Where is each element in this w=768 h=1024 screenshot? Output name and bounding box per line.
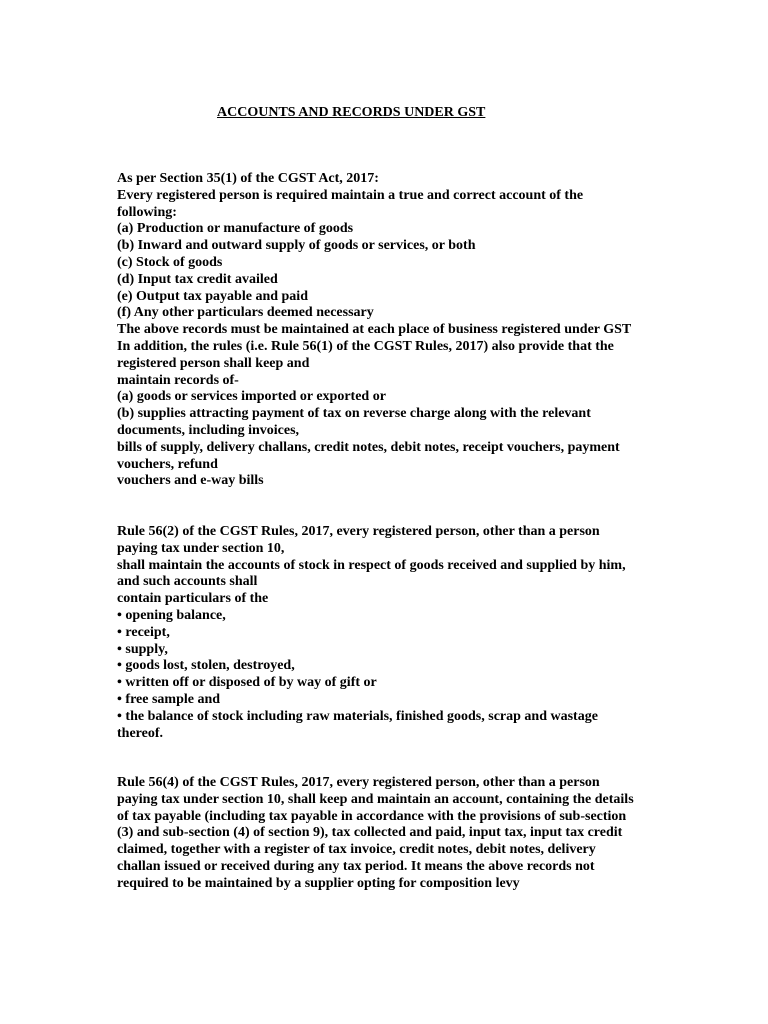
- text-line: vouchers, refund: [117, 456, 218, 472]
- text-line: maintain records of-: [117, 372, 239, 388]
- text-line: claimed, together with a register of tax invoice, credit notes, debit notes, delivery: [117, 842, 596, 858]
- list-item: (b) supplies attracting payment of tax on reverse charge along with the relevant: [117, 406, 591, 422]
- list-item: (a) goods or services imported or exported or: [117, 389, 386, 405]
- text-line: The above records must be maintained at each place of business registered under GST: [117, 322, 632, 338]
- section-35-1-block: [117, 171, 647, 490]
- text-line: In addition, the rules (i.e. Rule 56(1) of the CGST Rules, 2017) also provide that the: [117, 338, 614, 354]
- text-line: paying tax under section 10, shall keep and maintain an account, containing the details: [117, 791, 634, 807]
- text-line: of tax payable (including tax payable in accordance with the provisions of sub-section: [117, 808, 627, 824]
- text-line: challan issued or received during any tax period. It means the above records not: [117, 858, 595, 874]
- rule-56-4-block: [117, 775, 647, 893]
- document-title: ACCOUNTS AND RECORDS UNDER GST: [217, 105, 486, 120]
- list-item: (d) Input tax credit availed: [117, 271, 278, 287]
- list-item: (f) Any other particulars deemed necessary: [117, 305, 374, 321]
- bullet-item: • free sample and: [117, 691, 221, 707]
- list-item: (b) Inward and outward supply of goods or services, or both: [117, 238, 476, 254]
- text-line: following:: [117, 204, 177, 220]
- bullet-item: • supply,: [117, 641, 168, 657]
- text-line: and such accounts shall: [117, 574, 258, 590]
- text-line: (3) and sub-section (4) of section 9), tax collected and paid, input tax, input tax credit: [117, 825, 623, 841]
- text-line: Every registered person is required maintain a true and correct account of the: [117, 187, 584, 203]
- bullet-item: • goods lost, stolen, destroyed,: [117, 658, 295, 674]
- list-item: (a) Production or manufacture of goods: [117, 221, 354, 237]
- text-line: registered person shall keep and: [117, 355, 310, 371]
- text-line: vouchers and e-way bills: [117, 473, 264, 489]
- text-line: paying tax under section 10,: [117, 540, 285, 556]
- text-line: required to be maintained by a supplier opting for composition levy: [117, 875, 520, 891]
- text-line: documents, including invoices,: [117, 422, 300, 438]
- rule-56-2-block: [117, 524, 647, 742]
- list-item: (c) Stock of goods: [117, 254, 223, 270]
- text-line: thereof.: [117, 725, 163, 741]
- text-line: contain particulars of the: [117, 591, 269, 607]
- text-line: Rule 56(4) of the CGST Rules, 2017, every registered person, other than a person: [117, 775, 600, 790]
- text-line: Rule 56(2) of the CGST Rules, 2017, every registered person, other than a person: [117, 524, 600, 539]
- text-line: shall maintain the accounts of stock in respect of goods received and supplied by him,: [117, 557, 626, 573]
- bullet-item: • written off or disposed of by way of gift or: [117, 675, 377, 691]
- bullet-item: • the balance of stock including raw materials, finished goods, scrap and wastage: [117, 708, 598, 724]
- list-item: (e) Output tax payable and paid: [117, 288, 308, 304]
- text-line: bills of supply, delivery challans, credit notes, debit notes, receipt vouchers, payment: [117, 439, 620, 455]
- text-line: As per Section 35(1) of the CGST Act, 2017:: [117, 171, 379, 186]
- bullet-item: • opening balance,: [117, 607, 226, 623]
- bullet-item: • receipt,: [117, 624, 170, 640]
